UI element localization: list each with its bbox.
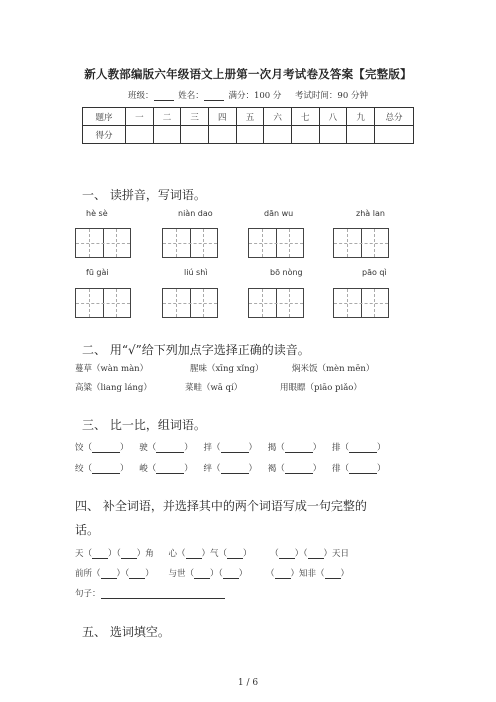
reading-choice[interactable]: 高粱（liang láng）: [75, 383, 152, 393]
document-title: 新人教部编版六年级语文上册第一次月考试卷及答案【完整版】: [84, 67, 412, 81]
writing-grid[interactable]: [333, 228, 389, 258]
char: 褐: [267, 464, 277, 474]
writing-grid[interactable]: [162, 228, 218, 258]
reading-choice[interactable]: 腥味（xīng xǐng）: [190, 364, 264, 374]
answer-blank[interactable]: [92, 549, 108, 559]
score-input[interactable]: [236, 126, 264, 144]
char: 绞: [75, 464, 84, 474]
score-table: [82, 107, 414, 144]
pinyin-label: hè sè: [86, 209, 108, 218]
writing-grid[interactable]: [248, 228, 304, 258]
section-4-title-cont: 话。: [75, 523, 100, 537]
answer-blank[interactable]: [221, 443, 249, 453]
answer-blank[interactable]: [285, 443, 313, 453]
score-input[interactable]: [347, 126, 375, 144]
section-3-title: 三、 比一比，组词语。: [82, 418, 206, 432]
answer-blank[interactable]: [308, 549, 324, 559]
reading-choice[interactable]: 菜畦（wā qí）: [185, 383, 243, 393]
answer-blank[interactable]: [101, 569, 117, 579]
score-cell: 二: [153, 108, 181, 126]
score-cell: 总分: [375, 108, 414, 126]
answer-blank[interactable]: [221, 464, 249, 474]
answer-blank[interactable]: [279, 549, 295, 559]
score-input[interactable]: [181, 126, 209, 144]
answer-blank[interactable]: [227, 549, 243, 559]
score-input[interactable]: [153, 126, 181, 144]
answer-blank[interactable]: [92, 464, 120, 474]
score-cell: 四: [208, 108, 236, 126]
reading-choice[interactable]: 用眼瞟（piāo piǎo）: [280, 383, 362, 393]
pinyin-label: liú shì: [184, 268, 208, 277]
char: 徘: [331, 464, 341, 474]
score-cell: 九: [347, 108, 375, 126]
section-1-title: 一、 读拼音，写词语。: [82, 188, 206, 202]
section-4-title: 四、 补全词语，并选择其中的两个词语写成一句完整的: [75, 499, 367, 513]
pinyin-label: bō nòng: [270, 268, 303, 277]
reading-choice[interactable]: 蔓草（wàn màn）: [75, 364, 149, 374]
writing-grid[interactable]: [75, 288, 131, 318]
answer-blank[interactable]: [186, 549, 202, 559]
exam-info: 班级： 姓名： 满分：100 分 考试时间：90 分钟: [128, 91, 368, 101]
score-input[interactable]: [126, 126, 154, 144]
sentence-blank[interactable]: [101, 589, 225, 599]
answer-blank[interactable]: [325, 569, 341, 579]
score-cell: 七: [291, 108, 319, 126]
score-input[interactable]: [375, 126, 414, 144]
char: 排: [331, 443, 341, 453]
section-5-title: 五、 选词填空。: [82, 625, 170, 639]
answer-blank[interactable]: [285, 464, 313, 474]
score-cell: 六: [264, 108, 292, 126]
answer-blank[interactable]: [223, 569, 239, 579]
reading-choice[interactable]: 焖米饭（mèn mēn）: [292, 364, 375, 374]
score-cell: 八: [319, 108, 347, 126]
writing-grid[interactable]: [162, 288, 218, 318]
score-cell: 三: [181, 108, 209, 126]
sentence-row: 句子：: [75, 587, 225, 599]
answer-blank[interactable]: [156, 464, 184, 474]
score-cell: 五: [236, 108, 264, 126]
char: 绊: [203, 464, 212, 474]
writing-grid[interactable]: [248, 288, 304, 318]
writing-grid[interactable]: [333, 288, 389, 318]
idiom-row: 前所（ ）（ ） 与世（ ）（ ） （ ）知非（ ）: [75, 569, 350, 579]
char: 驶: [139, 443, 148, 453]
char: 峻: [139, 464, 148, 474]
pinyin-label: zhà lan: [356, 209, 385, 218]
word-row: 绞（ ） 峻（ ） 绊（ ） 褐（ ） 徘（ ）: [75, 464, 386, 474]
score-input[interactable]: [291, 126, 319, 144]
answer-blank[interactable]: [121, 549, 137, 559]
score-label: 得分: [83, 126, 126, 144]
answer-blank[interactable]: [129, 569, 145, 579]
writing-grid[interactable]: [75, 228, 131, 258]
score-input[interactable]: [208, 126, 236, 144]
answer-blank[interactable]: [92, 443, 120, 453]
score-input[interactable]: [319, 126, 347, 144]
score-input[interactable]: [264, 126, 292, 144]
pinyin-label: dān wu: [264, 209, 294, 218]
char: 拌: [203, 443, 212, 453]
char: 饺: [75, 443, 84, 453]
section-2-title: 二、 用“√”给下列加点字选择正确的读音。: [82, 343, 310, 357]
answer-blank[interactable]: [349, 464, 377, 474]
word-row: 饺（ ） 驶（ ） 拌（ ） 揭（ ） 排（ ）: [75, 443, 386, 453]
idiom-row: 天（ ）（ ）角 心（ ）气（ ） （ ）（ ）天日: [75, 549, 350, 559]
score-cell: 题序: [83, 108, 126, 126]
answer-blank[interactable]: [275, 569, 291, 579]
pinyin-label: niàn dao: [178, 209, 213, 218]
page-number: 1 / 6: [237, 678, 259, 688]
answer-blank[interactable]: [194, 569, 210, 579]
pinyin-label: fū gài: [86, 268, 109, 277]
answer-blank[interactable]: [349, 443, 377, 453]
char: 揭: [267, 443, 277, 453]
answer-blank[interactable]: [156, 443, 184, 453]
pinyin-label: pāo qì: [362, 268, 387, 277]
score-cell: 一: [126, 108, 154, 126]
